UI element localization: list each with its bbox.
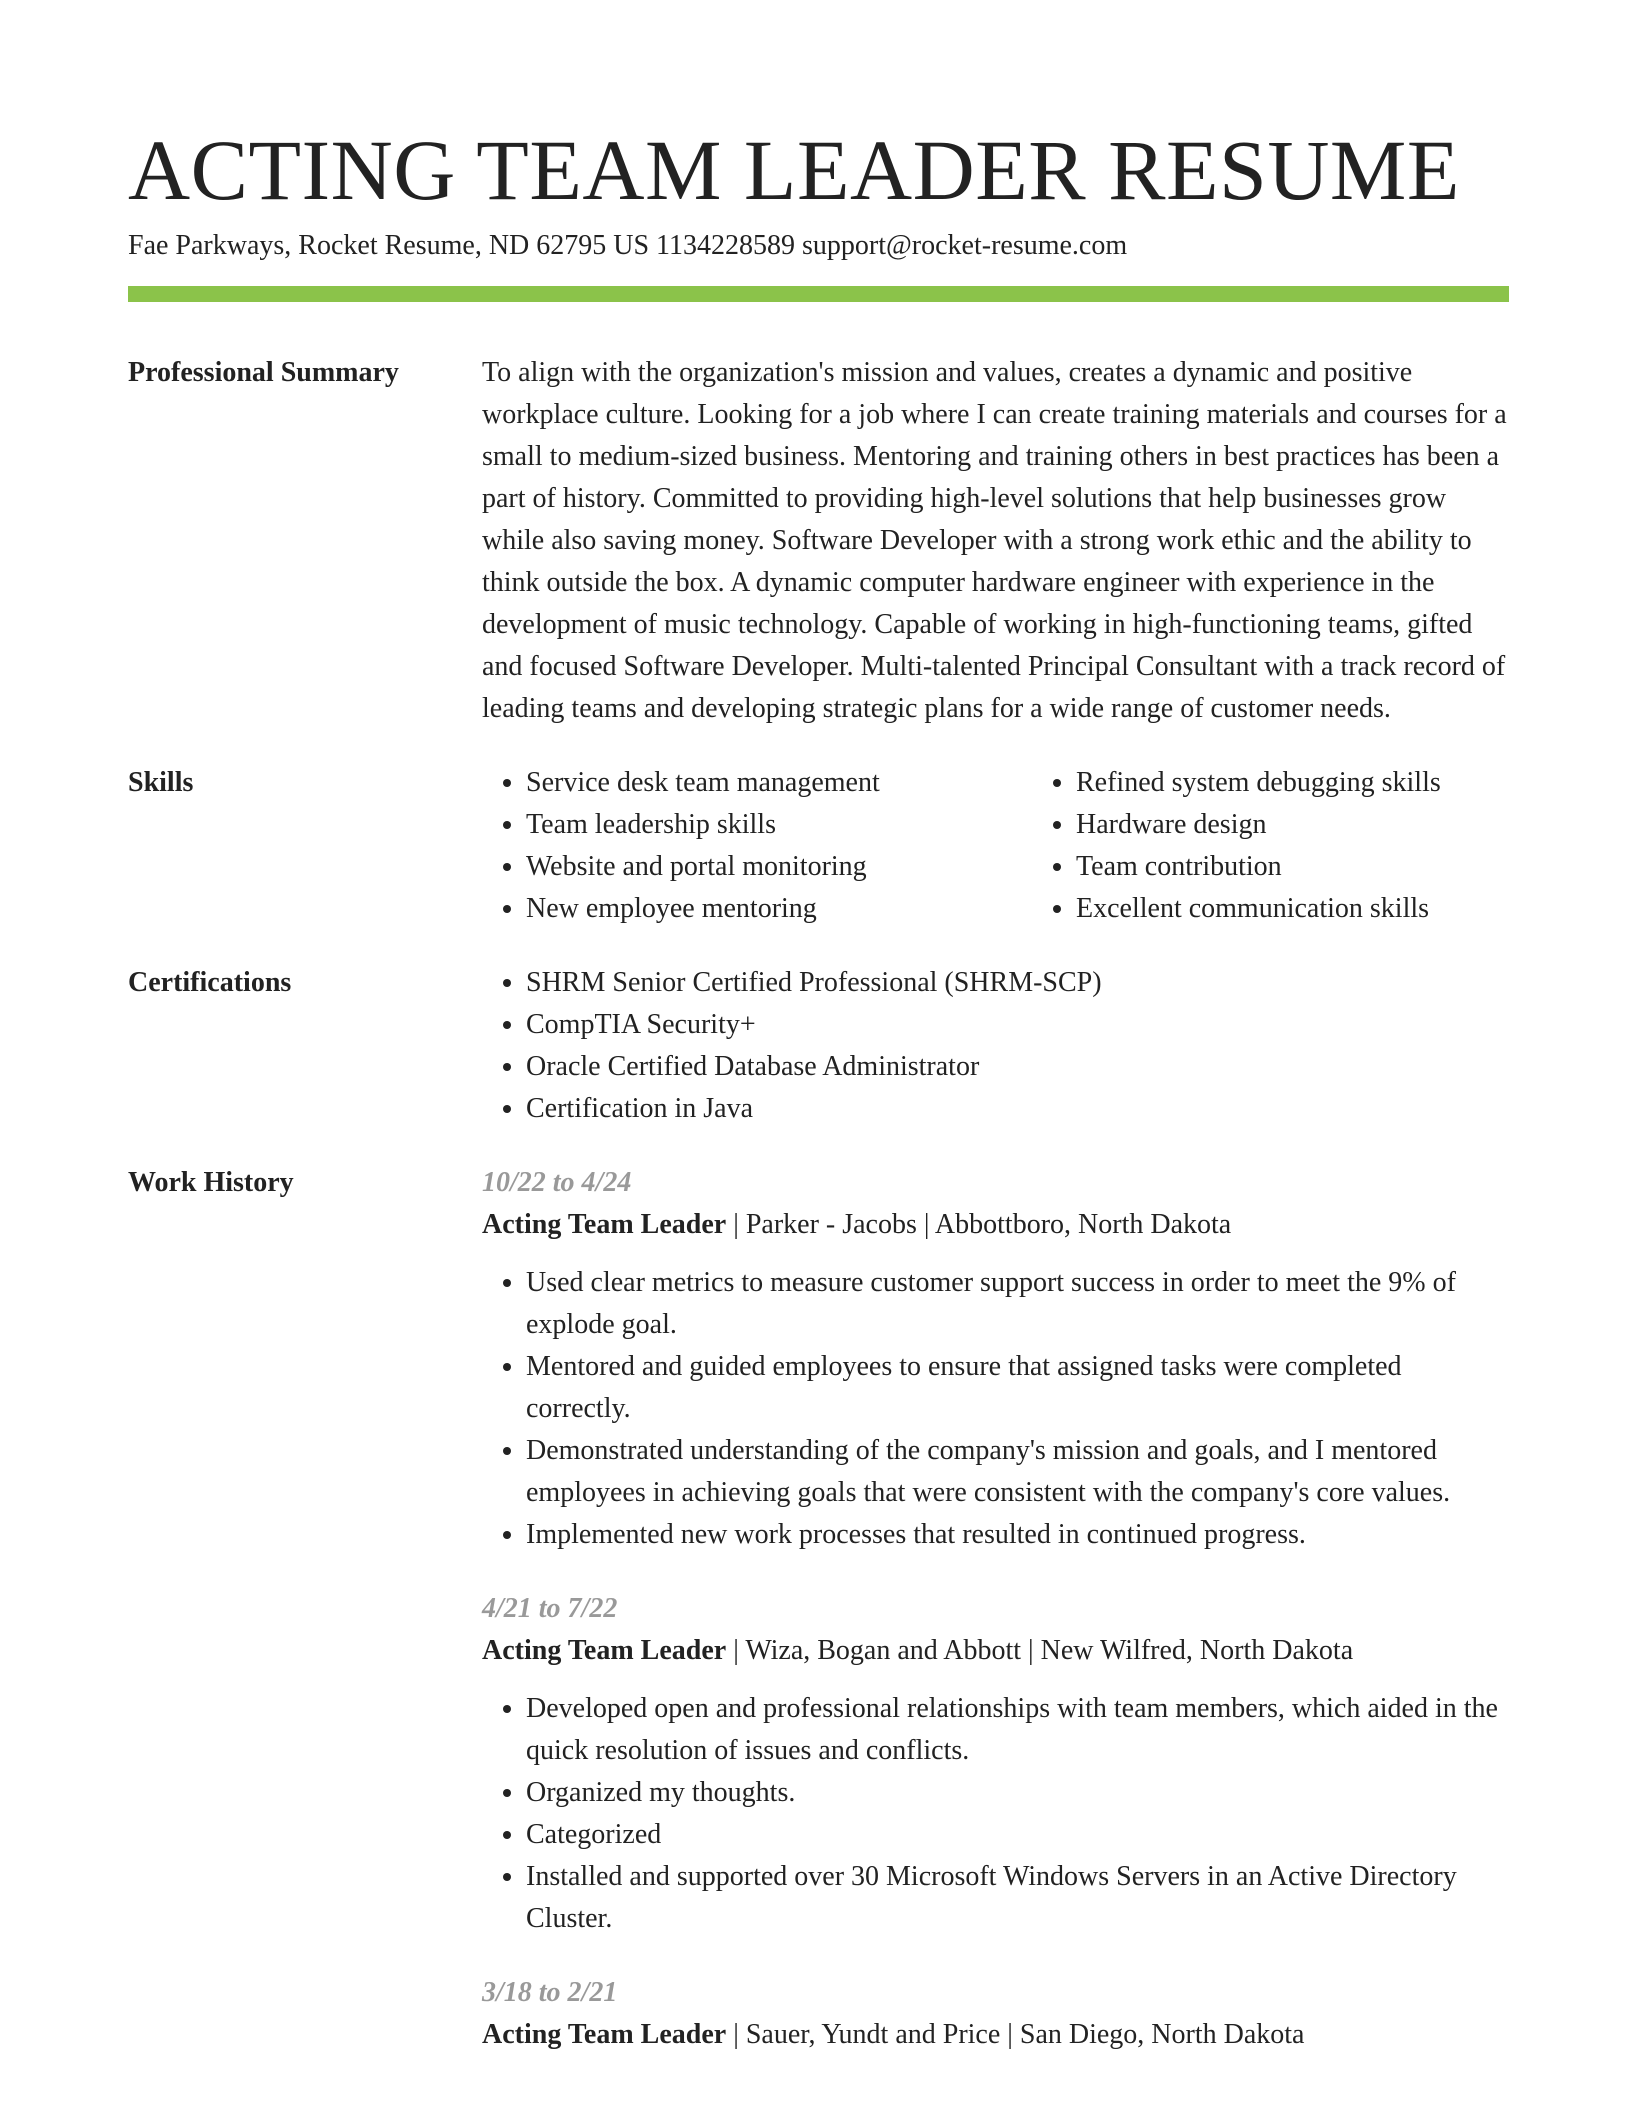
- accent-divider: [128, 286, 1509, 302]
- work-history-section: [128, 1162, 1509, 2088]
- skills-content: [482, 762, 1582, 930]
- job-bullet: • Organized my thoughts.: [526, 1772, 1509, 1814]
- certification-item: • SHRM Senior Certified Professional (SHRM-SCP): [526, 962, 1509, 1004]
- section-label-skills: Skills: [128, 767, 194, 798]
- job-bullet: • Mentored and guided employees to ensure that assigned tasks were completed correctly.: [526, 1346, 1509, 1430]
- certifications-section: [128, 962, 1509, 1130]
- skill-item: • Refined system debugging skills: [1076, 762, 1582, 804]
- job-details: | Parker - Jacobs | Abbottboro, North Dakota: [726, 1209, 1232, 1240]
- section-label-certifications: Certifications: [128, 967, 292, 998]
- section-label-work-history: Work History: [128, 1167, 294, 1198]
- job-dates: 3/18 to 2/21: [482, 1977, 618, 2008]
- job-bullets: [482, 1688, 1509, 1940]
- skill-item: • Team leadership skills: [526, 804, 1032, 846]
- skills-list-left: [482, 762, 1032, 930]
- job-bullet: • Implemented new work processes that resulted in continued progress.: [526, 1514, 1509, 1556]
- skill-item: • Website and portal monitoring: [526, 846, 1032, 888]
- job-entry: [482, 1588, 1509, 1940]
- job-dates: 4/21 to 7/22: [482, 1593, 618, 1624]
- skill-item: • Team contribution: [1076, 846, 1582, 888]
- summary-text: To align with the organization's mission and values, creates a dynamic and positive workplace culture. Looking for a job where I can create training materials and courses for a small to medium-sized business. Mentoring and training others in best practices has been a part of history. Committed to providing high-level solutions that help businesses grow while also saving money. Software Developer with a strong work ethic and the ability to think outside the box. A dynamic computer hardware engineer with experience in the development of music technology. Capable of working in high-functioning teams, gifted and focused Software Developer. Multi-talented Principal Consultant with a track record of leading teams and developing strategic plans for a wide range of customer needs.: [482, 357, 1507, 724]
- job-entry: [482, 1162, 1509, 1556]
- section-label-summary: Professional Summary: [128, 357, 399, 388]
- skill-item: • Hardware design: [1076, 804, 1582, 846]
- job-bullets: [482, 1262, 1509, 1556]
- job-bullet: • Categorized: [526, 1814, 1509, 1856]
- certification-item: • Certification in Java: [526, 1088, 1509, 1130]
- contact-line: Fae Parkways, Rocket Resume, ND 62795 US 1134228589 support@rocket-resume.com: [128, 230, 1128, 261]
- certifications-content: [482, 962, 1509, 1130]
- job-heading: [482, 2014, 1509, 2056]
- resume-header: [128, 122, 1509, 266]
- job-details: | Wiza, Bogan and Abbott | New Wilfred, North Dakota: [726, 1635, 1354, 1666]
- resume-body: [128, 352, 1509, 2112]
- job-title: Acting Team Leader: [482, 1635, 727, 1666]
- summary-section: [128, 352, 1509, 730]
- job-dates: 10/22 to 4/24: [482, 1167, 632, 1198]
- job-bullet: • Used clear metrics to measure customer support success in order to meet the 9% of explode goal.: [526, 1262, 1509, 1346]
- job-title: Acting Team Leader: [482, 1209, 727, 1240]
- skill-item: • Excellent communication skills: [1076, 888, 1582, 930]
- certifications-list: [482, 962, 1509, 1130]
- job-heading: [482, 1630, 1509, 1672]
- job-details: | Sauer, Yundt and Price | San Diego, North Dakota: [726, 2019, 1305, 2050]
- summary-content: [482, 352, 1509, 730]
- job-heading: [482, 1204, 1509, 1246]
- certification-item: • Oracle Certified Database Administrator: [526, 1046, 1509, 1088]
- job-entry: [482, 1972, 1509, 2056]
- skill-item: • Service desk team management: [526, 762, 1032, 804]
- work-history-content: [482, 1162, 1509, 2088]
- job-bullet: • Installed and supported over 30 Microsoft Windows Servers in an Active Directory Cluster.: [526, 1856, 1509, 1940]
- job-bullet: • Demonstrated understanding of the company's mission and goals, and I mentored employees in achieving goals that were consistent with the company's core values.: [526, 1430, 1509, 1514]
- resume-title: ACTING TEAM LEADER RESUME: [128, 122, 1460, 218]
- job-title: Acting Team Leader: [482, 2019, 727, 2050]
- job-bullet: • Developed open and professional relationships with team members, which aided in the quick resolution of issues and conflicts.: [526, 1688, 1509, 1772]
- certification-item: • CompTIA Security+: [526, 1004, 1509, 1046]
- skills-section: [128, 762, 1509, 930]
- skill-item: • New employee mentoring: [526, 888, 1032, 930]
- skills-list-right: [1032, 762, 1582, 930]
